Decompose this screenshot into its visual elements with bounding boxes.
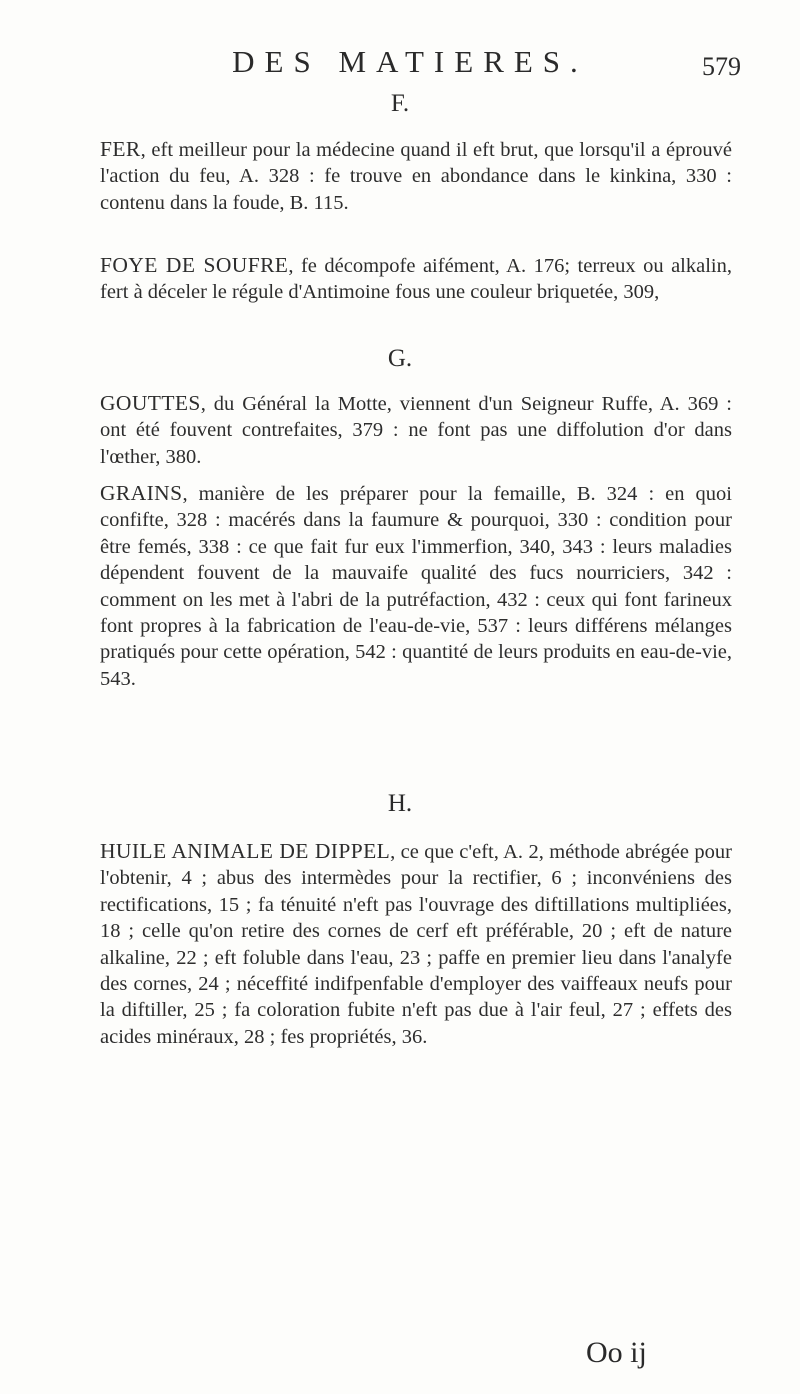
entry-text: , ce que c'eft, A. 2, méthode abrégée pour l'obtenir, 4 ; abus des intermèdes pour la rectifier, 6 ; inconvéniens des rectifications, 15 ; fa ténuité n'eft pas l'ouvrage des diftillations multipliées, 18 ; celle qu'on retire des cornes de cerf eft préférable, 20 ; eft de nature alkaline, 22 ; eft foluble dans l'eau, 23 ; paffe en premier lieu dans l'analyfe des cornes, 24 ; néceffité indifpenfable d'employer des vaiffeaux neufs pour la diftiller, 25 ; fa coloration fubite n'eft pas due à l'air feul, 27 ; effets des acides minéraux, 28 ; fes propriétés, 36. (100, 841, 732, 1048)
entry-headword: GOUTTES (100, 391, 201, 415)
index-entry-fer (100, 136, 732, 216)
entry-text: , manière de les préparer pour la femaille, B. 324 : en quoi confifte, 328 : macérés dans la faumure & pourquoi, 330 : condition pour être femés, 338 : ce que fait fur eux l'immerfion, 340, 343 : leurs maladies dépendent fouvent de la mauvaife qualité des fucs nourriciers, 342 : comment on les met à l'abri de la putréfaction, 432 : ceux qui font farineux font propres à la fabrication de l'eau-de-vie, 537 : leurs différens mélanges pratiqués pour cette opération, 542 : quantité de leurs produits en eau-de-vie, 543. (100, 483, 732, 690)
index-entry-grains (100, 480, 732, 692)
entry-headword: FER (100, 137, 141, 161)
running-head: DES MATIERES. (232, 44, 588, 79)
page-number: 579 (702, 52, 741, 81)
section-letter-h: H. (387, 790, 413, 817)
entry-headword: FOYE DE SOUFRE (100, 253, 289, 277)
entry-text: , du Général la Motte, viennent d'un Seigneur Ruffe, A. 369 : ont été fouvent contrefaites, 379 : ne font pas une diffolution d'or dans l'œther, 380. (100, 393, 732, 468)
signature-mark: Oo ij (586, 1336, 647, 1369)
entry-text: , eft meilleur pour la médecine quand il eft brut, que lorsqu'il a éprouvé l'action du feu, A. 328 : fe trouve en abondance dans le kinkina, 330 : contenu dans la foude, B. 115. (100, 139, 732, 214)
entry-headword: HUILE ANIMALE DE DIPPEL (100, 839, 391, 863)
index-entry-foye-de-soufre (100, 252, 732, 306)
index-entry-gouttes (100, 390, 732, 470)
index-entry-huile-animale (100, 838, 732, 1050)
section-letter-f: F. (390, 90, 410, 117)
entry-text: , fe décompofe aifément, A. 176; terreux ou alkalin, fert à déceler le régule d'Antimoine fous une couleur briquetée, 309, (100, 255, 732, 304)
entry-headword: GRAINS (100, 481, 183, 505)
section-letter-g: G. (387, 345, 413, 372)
